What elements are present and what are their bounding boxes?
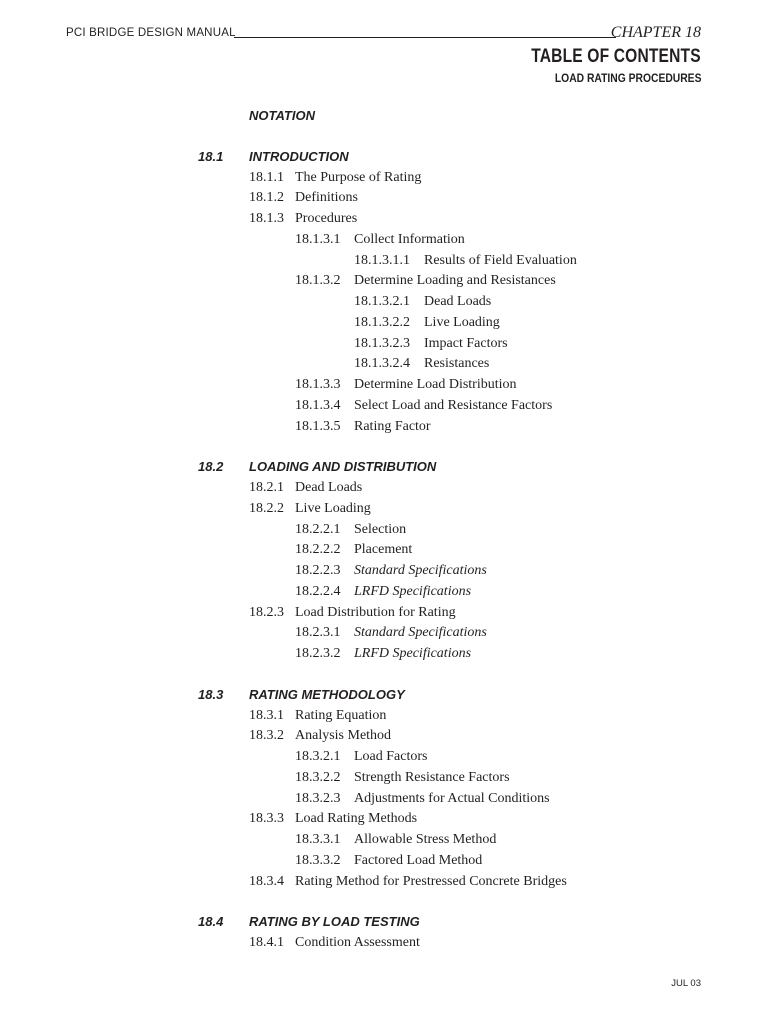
toc-label: RATING BY LOAD TESTING	[249, 914, 420, 930]
toc-label: Strength Resistance Factors	[354, 769, 510, 785]
toc-label: Dead Loads	[424, 294, 492, 309]
toc-number: 18.1.3.2.3	[354, 335, 410, 351]
toc-number: 18.1.3.2.1	[354, 294, 410, 309]
toc-label: Factored Load Method	[354, 852, 483, 868]
toc-number: 18.2.2	[249, 500, 284, 516]
toc-number: 18.1.2	[249, 190, 284, 206]
toc-label: Determine Loading and Resistances	[354, 273, 556, 289]
chapter-label: CHAPTER 18	[610, 24, 701, 41]
toc-label: Procedures	[295, 211, 358, 226]
toc-label: Load Distribution for Rating	[295, 604, 456, 620]
toc-label: Load Rating Methods	[295, 811, 418, 827]
toc-number: 18.4.1	[249, 935, 284, 950]
toc-label: Allowable Stress Method	[354, 832, 497, 847]
toc-label: Determine Load Distribution	[354, 377, 517, 392]
toc-label: Placement	[354, 542, 413, 558]
toc-label: LRFD Specifications	[354, 583, 472, 599]
page-title: TABLE OF CONTENTS	[531, 46, 701, 67]
toc-number: 18.2.2.1	[295, 521, 341, 537]
toc-label: Adjustments for Actual Conditions	[354, 790, 550, 806]
toc-label: Resistances	[424, 356, 490, 372]
toc-label: The Purpose of Rating	[295, 169, 422, 185]
toc-label: Rating Method for Prestressed Concrete Bridges	[295, 873, 567, 889]
toc-number: 18.3.4	[249, 873, 284, 889]
toc-number: 18.2.2.2	[295, 542, 341, 558]
toc-number: 18.2.3.1	[295, 625, 341, 641]
toc-label: Select Load and Resistance Factors	[354, 397, 553, 413]
toc-number: 18.3.3.1	[295, 832, 341, 847]
toc-number: 18.1.3.3	[295, 377, 341, 392]
toc-label: INTRODUCTION	[249, 148, 349, 164]
toc-number: 18.1.3.1	[295, 231, 341, 247]
toc-number: 18.3.1	[249, 707, 284, 723]
toc-number: 18.1.3.2.2	[354, 314, 410, 330]
toc-number: 18.1.3.2.4	[354, 356, 410, 372]
toc-label: Load Factors	[354, 749, 428, 764]
toc-label: Standard Specifications	[354, 563, 487, 578]
toc-label: Live Loading	[295, 500, 371, 516]
toc-number: 18.2.3	[249, 604, 284, 620]
toc-number: 18.3.2.1	[295, 749, 341, 764]
toc-number: 18.3.3	[249, 811, 284, 827]
toc-label: Live Loading	[424, 314, 500, 330]
toc-label: Condition Assessment	[295, 935, 420, 950]
toc-label: Selection	[354, 521, 407, 537]
toc-label: Standard Specifications	[354, 625, 487, 641]
toc-number: 18.2.3.2	[295, 646, 341, 661]
toc-number: 18.3.2	[249, 728, 284, 744]
toc-number: 18.3.2.3	[295, 790, 341, 806]
toc-label: NOTATION	[249, 108, 315, 123]
toc-number: 18.2	[198, 459, 224, 475]
toc-label: Rating Factor	[354, 418, 431, 434]
toc-number: 18.3	[198, 686, 224, 702]
toc-number: 18.1.1	[249, 169, 284, 185]
header-rule	[234, 37, 616, 38]
toc-number: 18.1.3.5	[295, 418, 341, 434]
toc-number: 18.2.1	[249, 480, 284, 495]
toc-number: 18.1.3	[249, 211, 284, 226]
toc-number: 18.1	[198, 148, 224, 164]
toc-label: LRFD Specifications	[354, 646, 472, 661]
toc-label: RATING METHODOLOGY	[249, 686, 405, 702]
footer-date: JUL 03	[671, 978, 701, 989]
toc-label: Results of Field Evaluation	[424, 252, 577, 268]
toc-label: Definitions	[295, 190, 358, 206]
manual-title: PCI BRIDGE DESIGN MANUAL	[66, 27, 236, 39]
toc-number: 18.1.3.1.1	[354, 252, 410, 268]
toc-label: Collect Information	[354, 231, 465, 247]
toc-number: 18.3.3.2	[295, 852, 341, 868]
toc-number: 18.2.2.4	[295, 583, 341, 599]
toc-label: Analysis Method	[295, 728, 392, 744]
toc-label: Dead Loads	[295, 480, 363, 495]
toc-number: 18.1.3.4	[295, 397, 341, 413]
page-subtitle: LOAD RATING PROCEDURES	[554, 71, 701, 85]
toc-number: 18.3.2.2	[295, 769, 341, 785]
toc-label: Rating Equation	[295, 707, 387, 723]
toc-label: LOADING AND DISTRIBUTION	[249, 459, 437, 475]
toc-number: 18.1.3.2	[295, 273, 341, 289]
toc-number: 18.4	[198, 914, 224, 930]
toc-label: Impact Factors	[424, 335, 508, 351]
toc-number: 18.2.2.3	[295, 563, 341, 578]
